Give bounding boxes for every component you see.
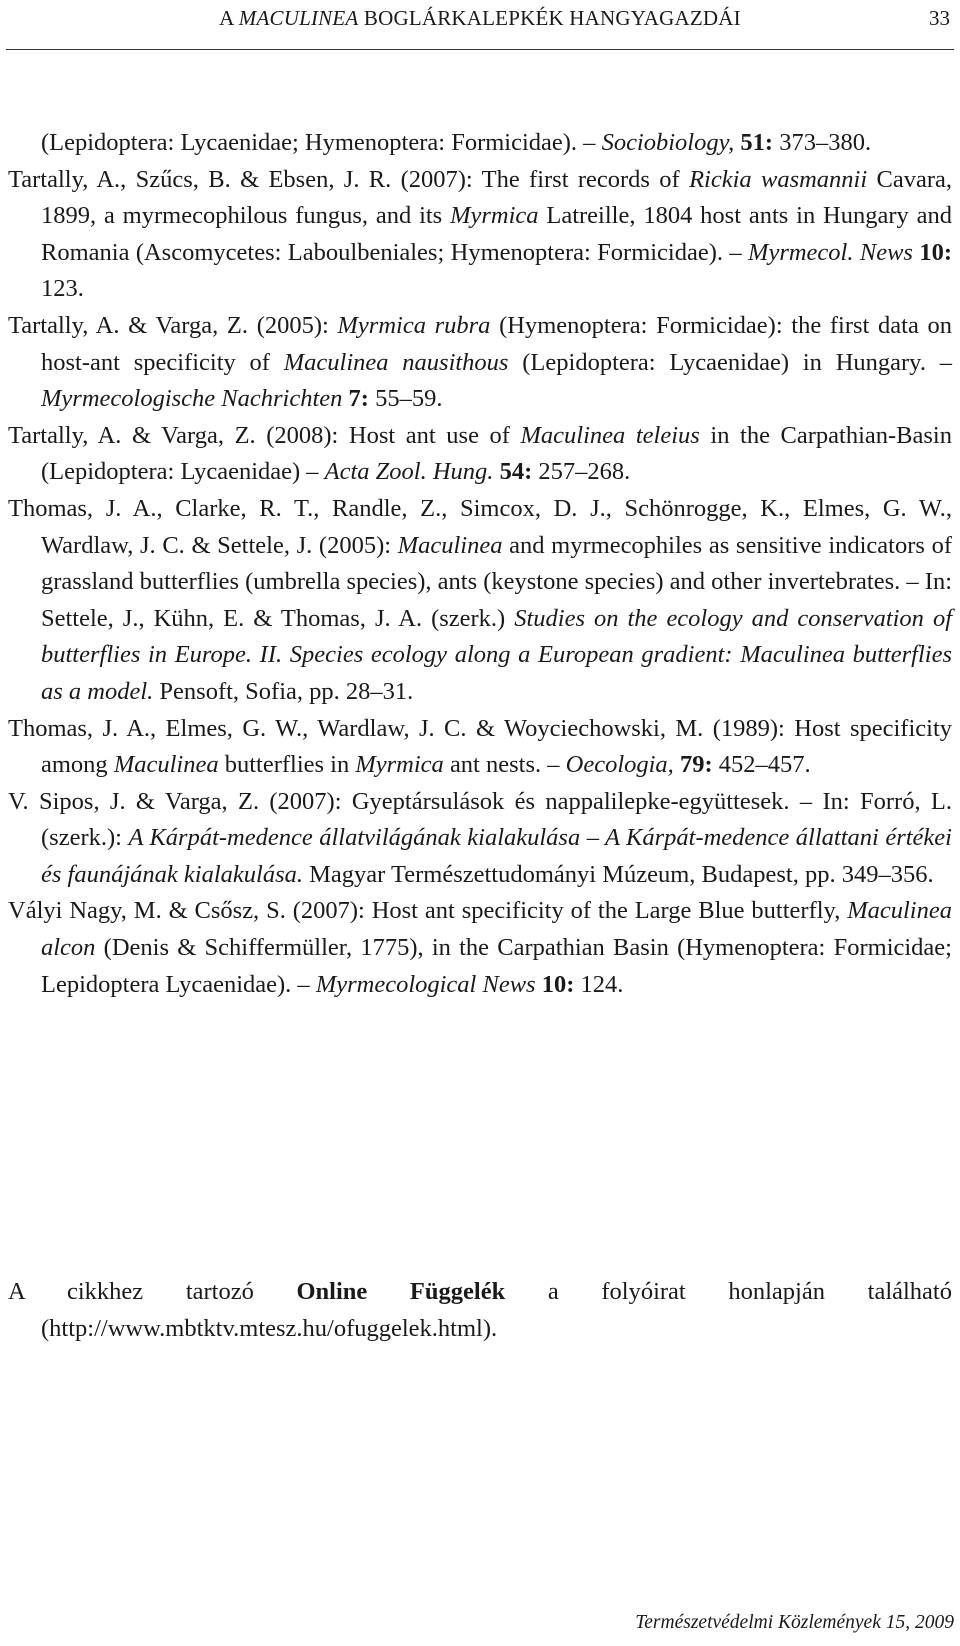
note-text-pre: A cikkhez tartozó — [8, 1278, 297, 1305]
reference-text-run: butterflies in — [218, 751, 356, 779]
reference-volume: 7: — [348, 385, 369, 413]
reference-volume: 10: — [541, 970, 575, 998]
reference-text-run: (Hymenoptera: Formicidae): the first data on host-ant specificity of — [41, 311, 952, 376]
reference-list — [8, 125, 952, 1003]
reference-text-run: 55–59. — [368, 385, 443, 413]
running-title — [6, 6, 954, 31]
reference-italic-run: Maculinea — [113, 751, 219, 779]
reference-text-run: Pensoft, Sofia, pp. 28–31. — [153, 677, 414, 705]
reference-volume: 10: — [919, 238, 952, 266]
reference-text-run: Latreille, 1804 host ants in Hungary and Romania (Ascomycetes: Laboulbeniales; Hymenoptera: Formicidae). – — [41, 202, 952, 266]
reference-entry — [8, 418, 952, 491]
reference-italic-run: Myrmecologische Nachrichten — [41, 385, 343, 413]
reference-text-run: 124. — [574, 970, 624, 998]
reference-text-run: Tartally, A. & Varga, Z. (2008): Host ant use of — [8, 421, 521, 449]
reference-text-run: Tartally, A. & Varga, Z. (2005): — [8, 311, 338, 339]
reference-text-run: Cavara, 1899, a myrmecophilous fungus, and its — [41, 165, 953, 230]
reference-entry — [8, 893, 952, 1003]
reference-italic-run: Myrmecological News — [315, 970, 536, 998]
reference-italic-run: Sociobiology, — [601, 129, 735, 156]
reference-text-run: (Denis & Schiffermüller, 1775), in the Carpathian Basin (Hymenoptera: Formicidae; Lepidoptera Lycaenidae). – — [41, 934, 952, 998]
reference-text-run: ant nests. – — [443, 751, 566, 779]
reference-italic-run: Myrmica — [450, 202, 539, 230]
reference-text-run: V. Sipos, J. & Varga, Z. (2007): Gyeptársulások és nappalilepke-együttesek. – In: Forró, L. (szerk.): — [8, 787, 952, 852]
reference-italic-run: Maculinea — [397, 531, 503, 559]
note-online-appendix: Online Függelék — [296, 1278, 506, 1305]
note-text-post: a folyóirat honlapján található (http://www.mbtktv.mtesz.hu/ofuggelek.html). — [41, 1278, 952, 1342]
reference-volume: 51: — [740, 129, 774, 156]
reference-text-run: Vályi Nagy, M. & Csősz, S. (2007): Host ant specificity of the Large Blue butterfly, — [8, 897, 848, 925]
reference-entry — [8, 308, 952, 418]
running-title-post: BOGLÁRKALEPKÉK HANGYAGAZDÁI — [358, 6, 741, 30]
reference-text-run: Thomas, J. A., Elmes, G. W., Wardlaw, J. C. & Woyciechowski, M. (1989): Host specificity among — [8, 714, 952, 779]
reference-text-run: Tartally, A., Szűcs, B. & Ebsen, J. R. (2007): The first records of — [8, 165, 690, 193]
reference-italic-run: Rickia wasmannii — [689, 165, 868, 193]
reference-text-run: and myrmecophiles as sensitive indicators of grassland butterflies (umbrella species), ants (keystone species) and other invertebrates. – In: Settele, J., Kühn, E. & Thomas, J. A. (szerk.) — [41, 531, 952, 632]
reference-text-run: in the Carpathian-Basin (Lepidoptera: Lycaenidae) – — [41, 421, 952, 486]
reference-italic-run: A Kárpát-medence állatvilágának kialakulása – A Kárpát-medence állattani értékei és faunájának kialakulása. — [41, 824, 952, 888]
reference-text-run: 452–457. — [712, 751, 811, 779]
reference-text-run: Magyar Természettudományi Múzeum, Budapest, pp. 349–356. — [302, 860, 934, 888]
reference-italic-run: Oecologia, — [565, 751, 674, 779]
running-header — [6, 0, 954, 50]
reference-italic-run: Myrmica — [355, 751, 444, 779]
running-title-genus: MACULINEA — [238, 6, 359, 30]
reference-volume: 79: — [679, 751, 713, 779]
page-number: 33 — [929, 6, 950, 30]
running-title-pre: A — [219, 6, 239, 30]
reference-italic-run: Maculinea nausithous — [283, 348, 509, 376]
reference-text-run: (Lepidoptera: Lycaenidae; Hymenoptera: Formicidae). – — [41, 129, 602, 156]
reference-entry — [8, 125, 952, 162]
reference-italic-run: Myrmecol. News — [748, 238, 913, 266]
reference-italic-run: Maculinea alcon — [41, 897, 952, 962]
reference-entry — [8, 711, 952, 784]
reference-entry — [8, 162, 952, 308]
reference-italic-run: Myrmica rubra — [337, 311, 491, 339]
reference-italic-run: Maculinea teleius — [520, 421, 700, 449]
reference-volume: 54: — [499, 458, 533, 486]
reference-text-run: 123. — [41, 275, 84, 303]
reference-entry — [8, 784, 952, 894]
reference-italic-run: Studies on the ecology and conservation of butterflies in Europe. II. Species ecology along a European gradient: Maculinea butterflies as a model. — [41, 604, 952, 705]
journal-footer: Természetvédelmi Közlemények 15, 2009 — [635, 1612, 954, 1633]
reference-text-run: (Lepidoptera: Lycaenidae) in Hungary. – — [508, 348, 952, 376]
reference-entry — [8, 491, 952, 711]
reference-text-run: 373–380. — [773, 129, 872, 156]
online-appendix-note — [8, 1274, 952, 1347]
reference-text-run: 257–268. — [532, 458, 631, 486]
reference-italic-run: Acta Zool. Hung. — [324, 458, 494, 486]
reference-text-run: Thomas, J. A., Clarke, R. T., Randle, Z., Simcox, D. J., Schönrogge, K., Elmes, G. W., Wardlaw, J. C. & Settele, J. (2005): — [8, 494, 952, 559]
